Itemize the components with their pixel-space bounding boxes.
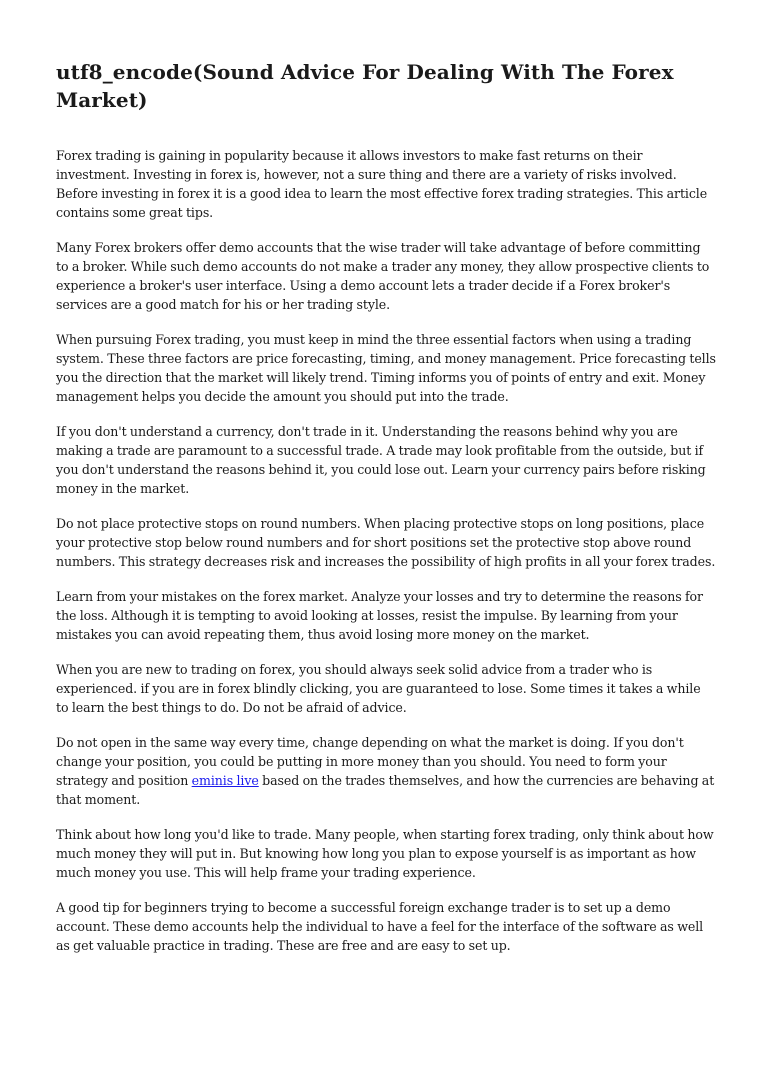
paragraph-3: When pursuing Forex trading, you must keep in mind the three essential factors when using a trading system. These three factors are price forecasting, timing, and money management. Price forecasting tells you the direction that the market will likely trend. Timing informs you of points of entry and exit. Money management helps you decide the amount you should put into the trade.: [56, 332, 716, 404]
paragraph-8: [56, 733, 716, 809]
page-title: utf8_encode(Sound Advice For Dealing With The Forex Market): [56, 60, 674, 112]
eminis-live-link[interactable]: eminis live: [191, 773, 259, 788]
paragraph-1: Forex trading is gaining in popularity because it allows investors to make fast returns on their investment. Investing in forex is, however, not a sure thing and there are a variety of risks involved. Before investing in forex it is a good idea to learn the most effective forex trading strategies. This article contains some great tips.: [56, 148, 708, 220]
paragraph-8-text-before: Do not open in the same way every time, change depending on what the market is doing. If you don't change your position, you could be putting in more money than you should. You need to form your strategy and position: [56, 735, 684, 788]
paragraph-9: Think about how long you'd like to trade. Many people, when starting forex trading, only think about how much money they will put in. But knowing how long you plan to expose yourself is as important as how much money you use. This will help frame your trading experience.: [56, 827, 714, 880]
paragraph-2: Many Forex brokers offer demo accounts that the wise trader will take advantage of before committing to a broker. While such demo accounts do not make a trader any money, they allow prospective clients to experience a broker's user interface. Using a demo account lets a trader decide if a Forex broker's services are a good match for his or her trading style.: [56, 240, 710, 312]
paragraph-10: A good tip for beginners trying to become a successful foreign exchange trader is to set up a demo account. These demo accounts help the individual to have a feel for the interface of the software as well as get valuable practice in trading. These are free and are easy to set up.: [56, 900, 704, 953]
paragraph-6: Learn from your mistakes on the forex market. Analyze your losses and try to determine the reasons for the loss. Although it is tempting to avoid looking at losses, resist the impulse. By learning from your mistakes you can avoid repeating them, thus avoid losing more money on the market.: [56, 589, 703, 642]
document-page: [56, 58, 716, 971]
paragraph-7: When you are new to trading on forex, you should always seek solid advice from a trader who is experienced. if you are in forex blindly clicking, you are guaranteed to lose. Some times it takes a while to learn the best things to do. Do not be afraid of advice.: [56, 662, 701, 715]
paragraph-8-text-after: based on the trades themselves, and how the currencies are behaving at that moment.: [56, 773, 715, 807]
paragraph-5: Do not place protective stops on round numbers. When placing protective stops on long positions, place your protective stop below round numbers and for short positions set the protective stop above round numbers. This strategy decreases risk and increases the possibility of high profits in all your forex trades.: [56, 516, 716, 569]
paragraph-4: If you don't understand a currency, don't trade in it. Understanding the reasons behind why you are making a trade are paramount to a successful trade. A trade may look profitable from the outside, but if you don't understand the reasons behind it, you could lose out. Learn your currency pairs before risking money in the market.: [56, 424, 706, 496]
